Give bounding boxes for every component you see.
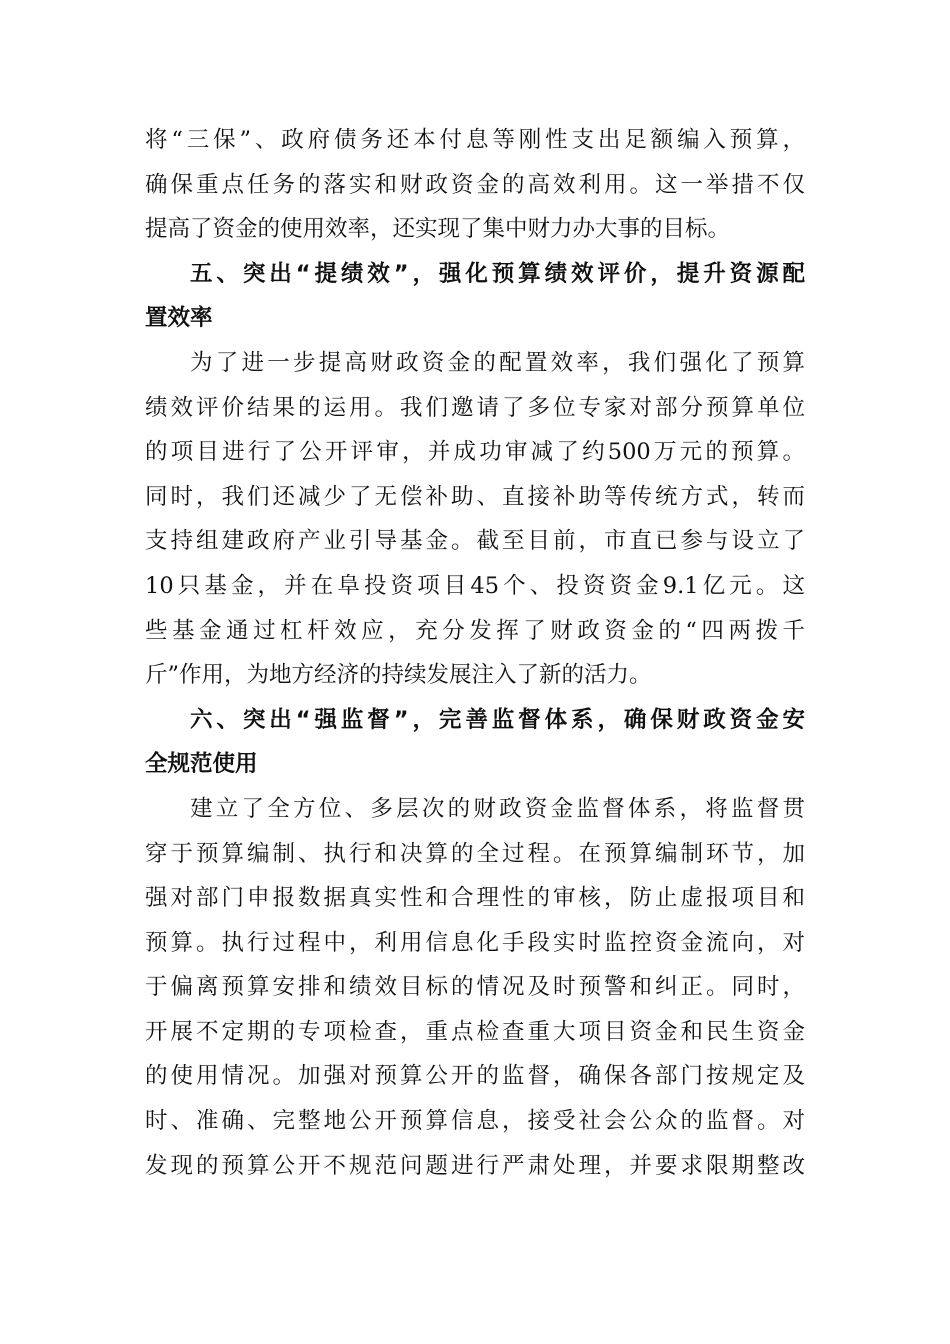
text-line: 预算。执行过程中，利用信息化手段实时监控资金流向，对	[145, 929, 805, 956]
text-line: 的使用情况。加强对预算公开的监督，确保各部门按规定及	[145, 1063, 805, 1090]
text-line: 提高了资金的使用效率，还实现了集中财力办大事的目标。	[145, 216, 731, 243]
text-line: 确保重点任务的落实和财政资金的高效利用。这一举措不仅	[145, 171, 805, 198]
text-line: 发现的预算公开不规范问题进行严肃处理，并要求限期整改	[145, 1152, 805, 1179]
text-line: 开展不定期的专项检查，重点检查重大项目资金和民生资金	[145, 1018, 805, 1045]
body-paragraph	[145, 118, 805, 252]
text-line: 的项目进行了公开评审，并成功审减了约500万元的预算。	[145, 439, 805, 466]
heading-line: 全规范使用	[145, 751, 258, 778]
body-paragraph	[145, 341, 805, 698]
text-line: 10只基金，并在阜投资项目45个、投资资金9.1亿元。这	[145, 572, 805, 599]
section-heading	[145, 698, 805, 787]
text-line: 为了进一步提高财政资金的配置效率，我们强化了预算	[190, 349, 805, 376]
text-line: 绩效评价结果的运用。我们邀请了多位专家对部分预算单位	[145, 394, 805, 421]
body-paragraph	[145, 787, 805, 1188]
text-line: 于偏离预算安排和绩效目标的情况及时预警和纠正。同时，	[145, 974, 805, 1001]
text-line: 建立了全方位、多层次的财政资金监督体系，将监督贯	[190, 795, 805, 822]
heading-line: 置效率	[145, 305, 213, 332]
heading-line: 五、突出“提绩效”，强化预算绩效评价，提升资源配	[190, 260, 805, 287]
text-line: 强对部门申报数据真实性和合理性的审核，防止虚报项目和	[145, 885, 805, 912]
text-line: 些基金通过杠杆效应，充分发挥了财政资金的“四两拨千	[145, 617, 805, 644]
text-line: 同时，我们还减少了无偿补助、直接补助等传统方式，转而	[145, 483, 805, 510]
text-line: 将“三保”、政府债务还本付息等刚性支出足额编入预算，	[145, 127, 805, 153]
text-line: 支持组建政府产业引导基金。截至目前，市直已参与设立了	[145, 528, 805, 555]
document-page	[145, 118, 805, 1188]
text-line: 斤”作用，为地方经济的持续发展注入了新的活力。	[145, 662, 652, 689]
section-heading	[145, 252, 805, 341]
text-line: 时、准确、完整地公开预算信息，接受社会公众的监督。对	[145, 1108, 805, 1135]
heading-line: 六、突出“强监督”，完善监督体系，确保财政资金安	[190, 706, 805, 733]
text-line: 穿于预算编制、执行和决算的全过程。在预算编制环节，加	[145, 840, 805, 867]
